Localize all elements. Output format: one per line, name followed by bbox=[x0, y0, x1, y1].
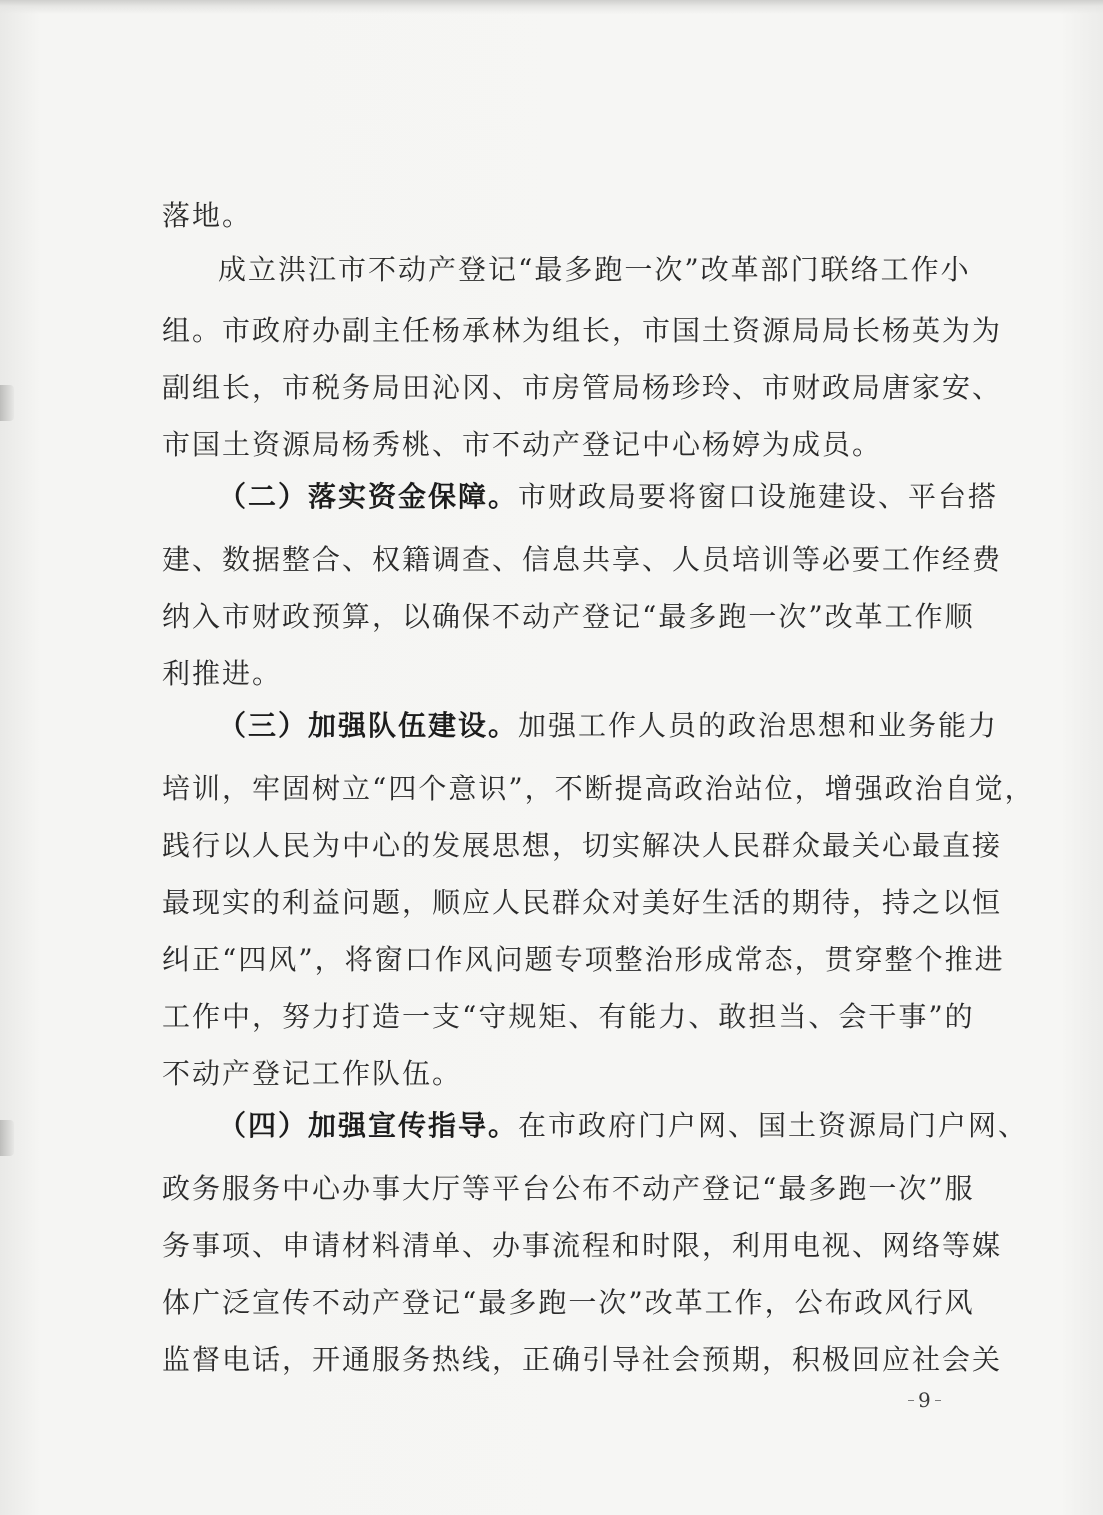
binding-hole bbox=[0, 1120, 14, 1156]
text-line bbox=[218, 1106, 1029, 1146]
text-line bbox=[218, 706, 999, 746]
text-line: 成立洪江市不动产登记“最多跑一次”改革部门联络工作小 bbox=[218, 253, 971, 286]
text-line: 工作中，努力打造一支“守规矩、有能力、敢担当、会干事”的 bbox=[162, 1000, 975, 1033]
text-line: 务事项、申请材料清单、办事流程和时限，利用电视、网络等媒 bbox=[162, 1229, 1003, 1262]
text-line: 落地。 bbox=[162, 199, 253, 232]
page-top-edge bbox=[0, 0, 1103, 14]
text-line: 最现实的利益问题，顺应人民群众对美好生活的期待，持之以恒 bbox=[162, 886, 1003, 919]
text-line-rest: 市财政局要将窗口设施建设、平台搭 bbox=[518, 480, 999, 513]
text-line: 政务服务中心办事大厅等平台公布不动产登记“最多跑一次”服 bbox=[162, 1172, 975, 1205]
text-line: 体广泛宣传不动产登记“最多跑一次”改革工作，公布政风行风 bbox=[162, 1286, 975, 1319]
text-line: 利推进。 bbox=[162, 657, 283, 690]
text-line-rest: 在市政府门户网、国土资源局门户网、 bbox=[518, 1109, 1029, 1142]
section-heading: （三）加强队伍建设。 bbox=[218, 709, 519, 742]
page-number: 9 bbox=[918, 1388, 931, 1412]
text-line: 组。市政府办副主任杨承林为组长，市国土资源局局长杨英为为 bbox=[162, 314, 1003, 347]
text-line bbox=[218, 477, 999, 517]
text-line-rest: 加强工作人员的政治思想和业务能力 bbox=[518, 709, 999, 742]
section-heading: （四）加强宣传指导。 bbox=[218, 1109, 519, 1142]
text-line: 不动产登记工作队伍。 bbox=[162, 1057, 463, 1090]
text-line: 践行以人民为中心的发展思想，切实解决人民群众最关心最直接 bbox=[162, 829, 1003, 862]
text-line: 培训，牢固树立“四个意识”，不断提高政治站位，增强政治自觉， bbox=[162, 772, 1035, 805]
text-line: 建、数据整合、权籍调查、信息共享、人员培训等必要工作经费 bbox=[162, 543, 1003, 576]
text-line: 纠正“四风”，将窗口作风问题专项整治形成常态，贯穿整个推进 bbox=[162, 943, 1005, 976]
text-line: 市国土资源局杨秀桃、市不动产登记中心杨婷为成员。 bbox=[162, 428, 883, 461]
section-heading: （二）落实资金保障。 bbox=[218, 480, 519, 513]
text-line: 副组长，市税务局田沁冈、市房管局杨珍玲、市财政局唐家安、 bbox=[162, 371, 1003, 404]
text-line: 纳入市财政预算，以确保不动产登记“最多跑一次”改革工作顺 bbox=[162, 600, 975, 633]
text-line: 监督电话，开通服务热线，正确引导社会预期，积极回应社会关 bbox=[162, 1343, 1003, 1376]
binding-hole bbox=[0, 385, 14, 421]
